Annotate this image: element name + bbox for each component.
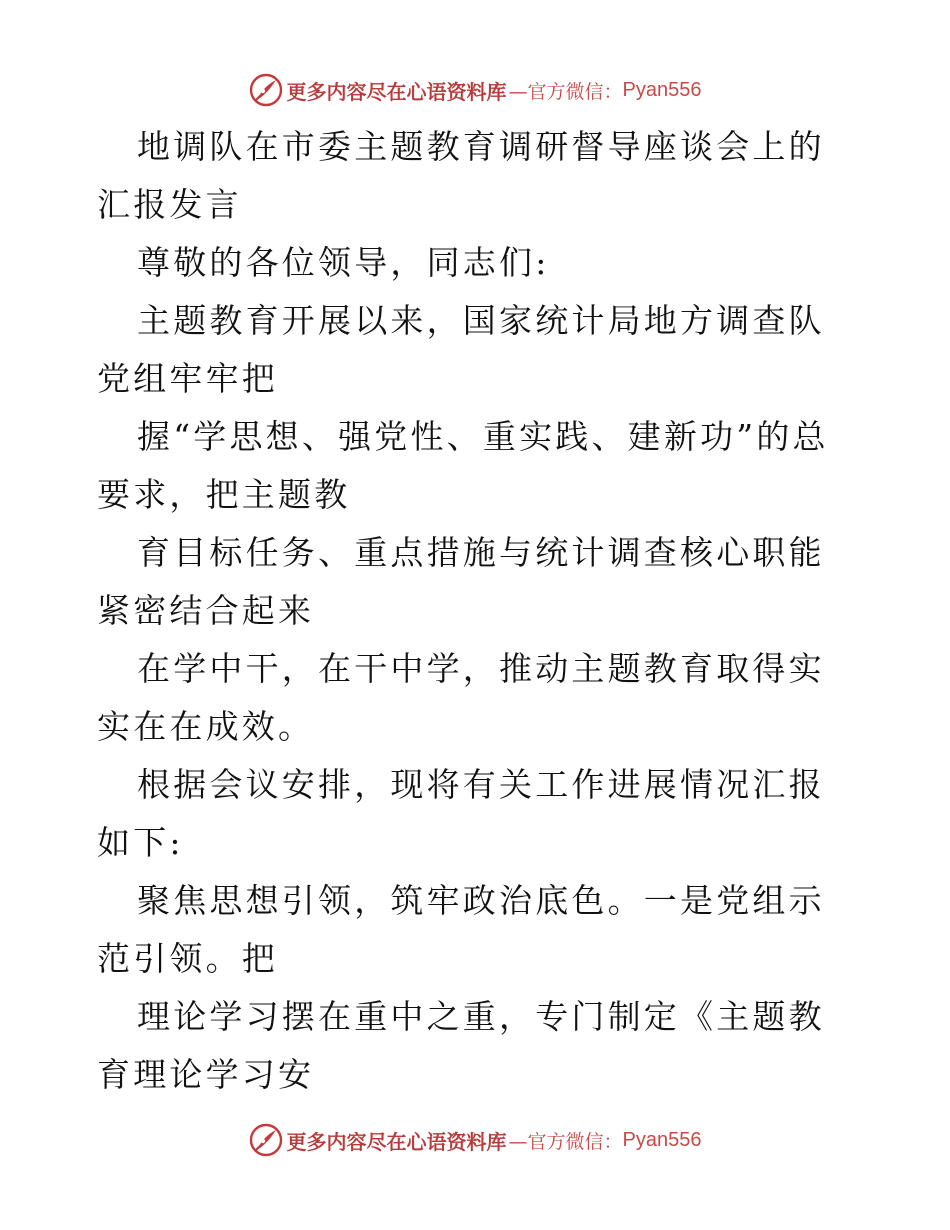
banner-wechat-id: Pyan556	[622, 78, 702, 101]
paragraph: 握“学思想、强党性、重实践、建新功”的总要求，把主题教	[97, 417, 829, 514]
paragraph: 在学中干，在干中学，推动主题教育取得实实在在成效。	[97, 649, 825, 746]
salutation: 尊敬的各位领导，同志们:	[137, 243, 550, 282]
red-quill-logo-icon	[249, 73, 283, 107]
paragraph: 理论学习摆在重中之重，专门制定《主题教育理论学习安	[97, 997, 825, 1094]
banner-title: 更多内容尽在心语资料库	[286, 1129, 507, 1154]
banner-wechat-label: —官方微信：	[508, 1130, 623, 1153]
paragraph: 育目标任务、重点措施与统计调查核心职能紧密结合起来	[97, 533, 825, 630]
banner-wechat-id: Pyan556	[622, 1128, 702, 1151]
paragraph: 根据会议安排，现将有关工作进展情况汇报如下:	[97, 765, 825, 862]
banner-wechat-label: —官方微信：	[508, 80, 623, 103]
banner-title: 更多内容尽在心语资料库	[286, 79, 507, 104]
header-banner	[0, 70, 950, 110]
footer-banner	[0, 1120, 950, 1160]
document-title: 地调队在市委主题教育调研督导座谈会上的汇报发言	[97, 127, 825, 224]
paragraph: 主题教育开展以来，国家统计局地方调查队党组牢牢把	[97, 301, 825, 398]
paragraph: 聚焦思想引领，筑牢政治底色。一是党组示范引领。把	[97, 881, 825, 978]
document-body	[97, 118, 857, 1104]
red-quill-logo-icon	[249, 1123, 283, 1157]
